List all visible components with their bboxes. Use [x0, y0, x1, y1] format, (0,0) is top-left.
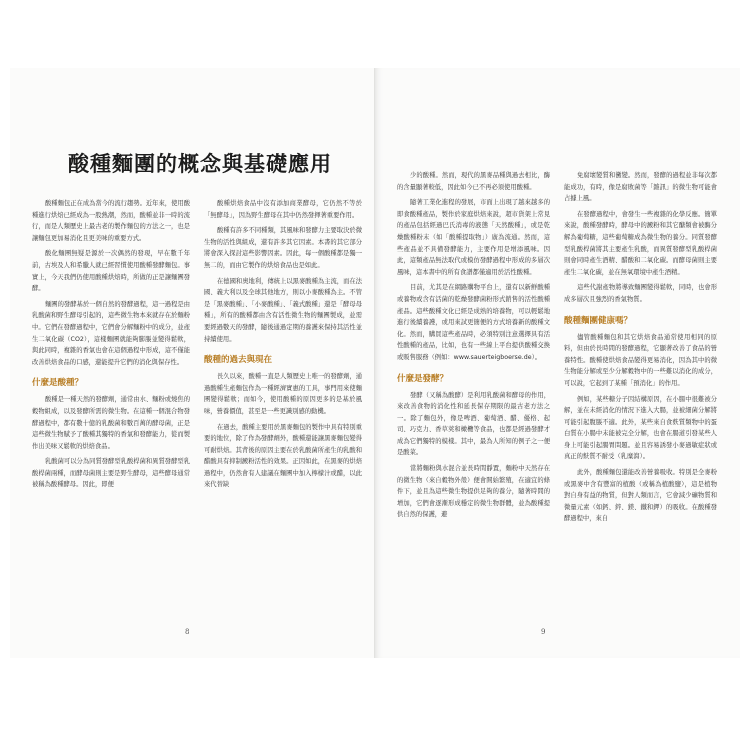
paragraph: 當將麵粉與水混合並長時間靜置，麵粉中天然存在的微生物（來自穀物外殼）便會開始繁殖，在適宜的條件下，並且為這些微生物提供足夠的養分，隨著時間的增加，它們會逐漸形成穩定的微生物群體，並為酸種提供自然的保護，避 — [397, 465, 550, 519]
paragraph: 在發酵過程中，會發生一些複雜的化學反應。簡單來說，酸種發酵時，酵母中的澱粉和其它醣類會被酶分解為葡萄糖，這些葡萄糖成為微生物的養分。同質發酵型乳酸桿菌將其主要產生乳酸，而異質發酵型乳酸桿菌則會同時產生酒精、醋酸和二氧化碳。而酵母菌則主要產生二氧化碳，並在無氧環境中產生酒精。 — [564, 210, 717, 276]
right-page — [375, 68, 740, 658]
section-heading: 酸種麵團健康嗎？ — [564, 315, 633, 326]
book-spread — [10, 68, 740, 658]
paragraph: 酸種是一種天然的發酵劑，通常由水、麵粉或燒焦的穀物組成，以及發酵所需的微生物。在這種一個混合物發酵過程中，都有數十億的乳酸菌和數百萬的酵母菌，正是這些微生物賦予了酸種其獨特的香氣和發酵能力，從而製作出美味又鬆軟的烘焙食品。 — [32, 396, 190, 450]
page-number: 8 — [185, 628, 190, 636]
paragraph: 酸種有許多不同種類，其風味和發酵力主要取決於微生物的活性與組成，還有許多其它因素。本書的其它部分將會深入探討這些影響因素。因此，每一個酸種都是獨一無二的，而由它製作的烘焙食品也是如此。 — [204, 227, 362, 269]
left-page-column-2 — [204, 198, 362, 495]
paragraph: 酸種麵包正在成為當今的流行趨勢。近年來，使用酸種進行烘焙已經成為一股熱潮，然而，酸種並非一時的流行，而是人類歷史上最古老的製作麵包的方法之一，也是讓麵包更加易消化且更美味的重要方式。 — [32, 200, 190, 242]
paragraph: 在德國和奧地利，傳統上以黑麥酸種為主流，而在法國、義大利以及全球其他地方，則以小麥酸種為主。不管是「黑麥酸種」、「小麥酸種」、「義式酸種」還是「酵母母種」，所有的酸種都由含有活性微生物的麵團製成，並需要經過數天的發酵，隨後通過定期的養護來保持其活性並持續使用。 — [204, 277, 362, 343]
paragraph: 隨著工業化進程的發展，市面上出現了越來越多的即食酸種產品，製作於家庭烘焙來說，超市貨架上常見的產品包括經過巴氏消毒的液態「天然酸種」，或是乾燥酸種粉末（如「酸種提取物」）廣為流通。然而，這些產品並不具備發酵能力，主要作用是增添風味。因此，這類產品無法取代或模仿發酵過程中形成的多層次風味，這本書中的所有食譜都僅適用於活性酸種。 — [397, 199, 550, 276]
paragraph: 長久以來，酸種一直是人類歷史上唯一的發酵劑，通過酸種生產麵包作為一種經濟實惠的工具，事門用來使麵團變得鬆軟；而如今，使用酸種的原因更多的是基於風味，營養價值，甚至是一些更識別感的動機。 — [204, 373, 362, 415]
paragraph: 這些代謝產物將導致麵團變得鬆軟，同時，也會形成多層次且強烈的香氣物質。 — [564, 284, 717, 303]
right-page-column-2 — [564, 170, 717, 529]
right-page-columns — [397, 170, 717, 529]
paragraph: 發酵（又稱為酸酵）是利用乳酸菌和酵母的作用，來改善食物的消化性和延長保存期限的最古老方法之一。除了麵包外，像是啤酒、葡萄酒、醋、優格、起司、巧克力、香草莢和橄欖等食品，也都是經過發酵才成為它們獨特的模樣。其中，最為人所知的例子之一便是酸菜。 — [397, 391, 550, 457]
section-heading: 什麼是酸種？ — [32, 378, 84, 389]
paragraph: 少的酸種。然而，現代的黑麥品種與過去相比，酶的含量顯著較低，因此如今已不再必須使用酸種。 — [397, 172, 550, 191]
paragraph: 目前，尤其是在網路購物平台上，還有以新鮮酸種或養物或含有活菌的乾燥發酵菌粉形式銷售的活性酸種產品。這些酸種文化已經是成熟的培養物，可以輕鬆地進行後續養護，或用來試更簡便的方式培養新的酸種文化。然而，購買這些產品時，必須特別注意選擇具有活性酸種的產品，比如，也有一些線上平台提供酸種交換或販售服務（例如：www.sauerteigboerse.de）。 — [397, 284, 550, 361]
paragraph: 例如，某些糖分子因結構原因，在小腸中很難被分解，並在未經消化的情況下進入大腸，並被細菌分解將可能引起腹脹不適。此外，某些來自食麩質類物中的蛋白質在小腸中未能被完全分解，也會在腸道引發某些人身上可能引起腸胃問題。並且容易誘發小麥過敏症狀或真正的麩質不耐受（乳糜瀉）。 — [564, 395, 717, 461]
paragraph: 乳酸菌可以分為同質發酵型乳酸桿菌和異質發酵型乳酸桿菌兩種，而酵母菌則主要是野生酵母，這些酵母通常被稱為酸種酵母。因此，即便 — [32, 458, 190, 489]
paragraph: 麵團的發酵基於一個自然的發酵過程，這一過程是由乳酸菌和野生酵母引起的，這些微生物本來就存在於麵粉中。它們在發酵過程中，它們會分解麵粉中的成分，並產生二氧化碳（CO2），這樣麵團就能夠膨脹並變得鬆軟，與此同時，複雜的香氣也會在這個過程中形成，這不僅能改善烘焙食品的口感，還能提升它們的消化與保存性。 — [32, 300, 190, 366]
paragraph: 酸種烘焙食品中沒有添加商業酵母，它仍然不等於「無酵母」，因為野生酵母在其中仍然發揮著重要作用。 — [204, 200, 362, 219]
section-heading: 什麼是發酵？ — [397, 373, 449, 384]
page-number: 9 — [541, 628, 546, 636]
paragraph: 在過去，酸種主要用於黑麥麵包的製作中具有特別重要的地位，除了作為發酵劑外，酸種還能讓黑麥麵包變得可耐烘焙。其背後的原因主要在於乳酸菌所產生的乳酸和醋酸具有抑制澱粉活性的效果。正因如此，在黑麥的烘焙過程中，仍然會有人建議在麵團中加入檸檬汁或醋，以此來代替缺 — [204, 423, 362, 489]
paragraph: 免腐壞變質和黴變。然而，發酵的過程並非每次都能成功，有時，像是腐敗菌等「雜訊」的微生物可能會占據上風。 — [564, 172, 717, 203]
left-page — [10, 68, 375, 658]
chapter-title: 酸種麵團的概念與基礎應用 — [68, 151, 332, 176]
paragraph: 酸化麵團無疑是源於一次偶然的發現，早在數千年前，古埃及人和希臘人就已經習慣使用酸種發酵麵包。事實上，今天我們仍使用酸種烘焙時，所做的正是讓麵團發酵。 — [32, 250, 190, 293]
paragraph: 此外，酸種麵包還能改善營養吸收。特別是全麥粉或黑麥中含有豐富的植酸（或稱為植酸鹽），這是植物對自身有益的物質，但對人類而言，它會減少礦物質和微量元素（如鈣、鋅、鎂、鐵和鉀）的吸收。在酸種發酵過程中，來自 — [564, 469, 717, 523]
paragraph: 儘管酸種麵包和其它烘焙食品通常使用相同的原料，但由於長時間的發酵過程，它顯著改善了食品的營養特性。酸種使烘焙食品變得更易消化，因為其中的微生物能分解或至少分解穀物中的一些難以消化的成分，可以說，它起到了某種「預消化」的作用。 — [564, 333, 717, 387]
section-heading: 酸種的過去與現在 — [204, 355, 273, 366]
left-page-columns — [32, 198, 362, 495]
right-page-column-1 — [397, 170, 550, 529]
left-page-column-1 — [32, 198, 190, 495]
